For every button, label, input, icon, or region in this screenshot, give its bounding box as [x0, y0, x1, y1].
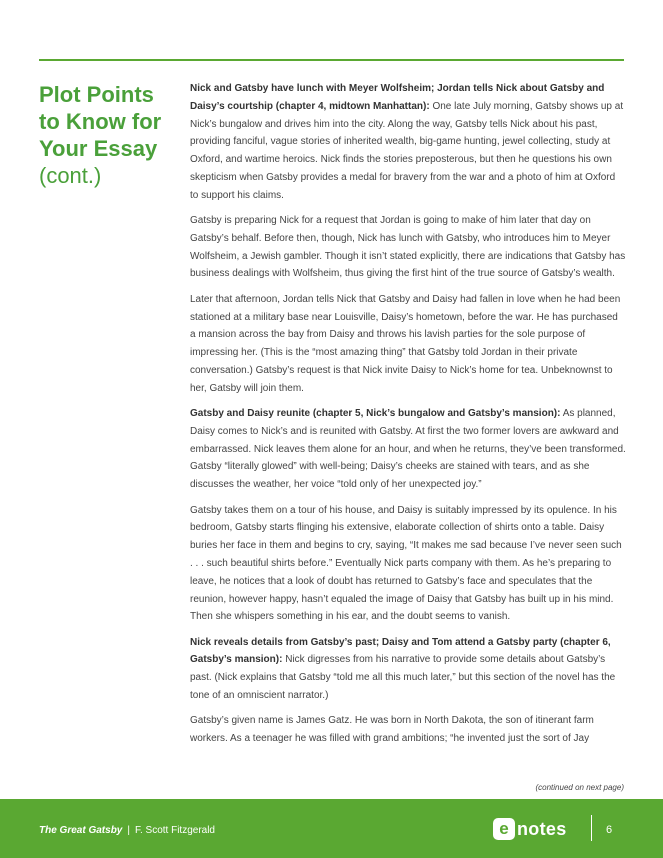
enotes-e-icon: e — [493, 818, 515, 840]
paragraph-text: Nick digresses from his narrative to provide some details about Gatsby’s past. (Nick explains that Gatsby “told me all this much later,” but this section of the novel has the tone of an omniscient narrator.) — [190, 654, 616, 701]
footer-separator: | — [127, 825, 130, 836]
paragraph — [190, 634, 626, 705]
enotes-logo — [493, 817, 567, 841]
paragraph-heading: Gatsby and Daisy reunite (chapter 5, Nick’s bungalow and Gatsby’s mansion): — [190, 408, 561, 420]
paragraph-heading: Nick and Gatsby have lunch with Meyer Wolfsheim; Jordan tells Nick about Gatsby and Daisy’s courtship (chapter 4, midtown Manhattan): — [190, 83, 605, 112]
footer-book-title: The Great Gatsby — [39, 825, 123, 836]
page-number: 6 — [606, 824, 613, 836]
paragraph-heading: Nick reveals details from Gatsby’s past; Daisy and Tom attend a Gatsby party (chapter 6, Gatsby’s mansion): — [190, 636, 611, 666]
paragraph-text: Gatsby’s given name is James Gatz. He was born in North Dakota, the son of itinerant farm workers. As a teenager he was filled with grand ambitions; “he invented just the sort of Jay — [190, 715, 594, 745]
enotes-wordmark: notes — [517, 818, 567, 839]
top-divider — [39, 59, 624, 61]
sidebar-subtitle: (cont.) — [39, 163, 102, 188]
page-footer — [0, 799, 663, 858]
paragraph — [190, 405, 626, 494]
paragraph-text: Gatsby is preparing Nick for a request that Jordan is going to make of him later that day on Gatsby’s behalf. Before then, though, Nick has lunch with Gatsby, who introduces him to Meyer Wolfsheim, a Jewish gambler. Though it isn’t stated explicitly, there are indications that Gatsby has business dealings with Wolfsheim, thus giving the first hint of the true source of Gatsby’s wealth. — [190, 215, 626, 280]
sidebar-title: Plot Points to Know for Your Essay — [39, 82, 162, 161]
sidebar-heading — [39, 81, 179, 189]
footer-author: F. Scott Fitzgerald — [134, 825, 215, 836]
paragraph — [190, 212, 626, 283]
continued-note: (continued on next page) — [535, 783, 624, 792]
footer-book-info — [39, 825, 215, 836]
paragraph — [190, 291, 626, 398]
paragraph-text: Gatsby takes them on a tour of his house, and Daisy is suitably impressed by its opulence. In his bedroom, Gatsby starts flinging his extensive, elaborate collection of shirts onto a table. Daisy buries her face in them and begins to cry, saying, “It makes me sad because I’ve never seen such . . . such beautiful shirts before.” Eventually Nick parts company with them. As he’s preparing to leave, he notices that a look of doubt has returned to Gatsby’s face and speculates that the reunion, however happy, hasn’t equaled the image of Daisy that Gatsby has built up in his mind. Then she whispers something in his ear, and the doubt seems to vanish. — [190, 504, 622, 623]
paragraph-text: Later that afternoon, Jordan tells Nick that Gatsby and Daisy had fallen in love when he had been stationed at a military base near Louisville, Daisy’s hometown, before the war. He has purchased a mansion across the bay from Daisy and throws his lavish parties for the sole purpose of impressing her. (This is the “most amazing thing” that Gatsby told Jordan in their private conversation.) Gatsby’s request is that Nick invite Daisy to Nick’s home for tea. Unbeknownst to her, Gatsby will join them. — [190, 293, 621, 394]
main-text — [190, 80, 626, 755]
footer-divider — [591, 815, 592, 841]
paragraph-text: One late July morning, Gatsby shows up at Nick’s bungalow and drives him into the city. Along the way, Gatsby tells Nick about his past, providing fanciful, vague stories of inherited wealth, big-game hunting, jewel collecting, study at Oxford, and wartime heroics. Nick finds the stories preposterous, but then he questions his own skepticism when Gatsby provides a medal for bravery from the war and a photo of him at Oxford to support his claims. — [190, 100, 624, 201]
paragraph-text: As planned, Daisy comes to Nick’s and is reunited with Gatsby. At first the two former lovers are awkward and embarrassed. Nick leaves them alone for an hour, and when he returns, they’ve been transformed. Gatsby “literally glowed” with well-being; Daisy’s cheeks are stained with tears, and as she discusses the weather, her voice “told only of her unexpected joy.” — [190, 408, 626, 491]
paragraph — [190, 80, 626, 205]
paragraph — [190, 502, 626, 627]
paragraph — [190, 712, 626, 748]
